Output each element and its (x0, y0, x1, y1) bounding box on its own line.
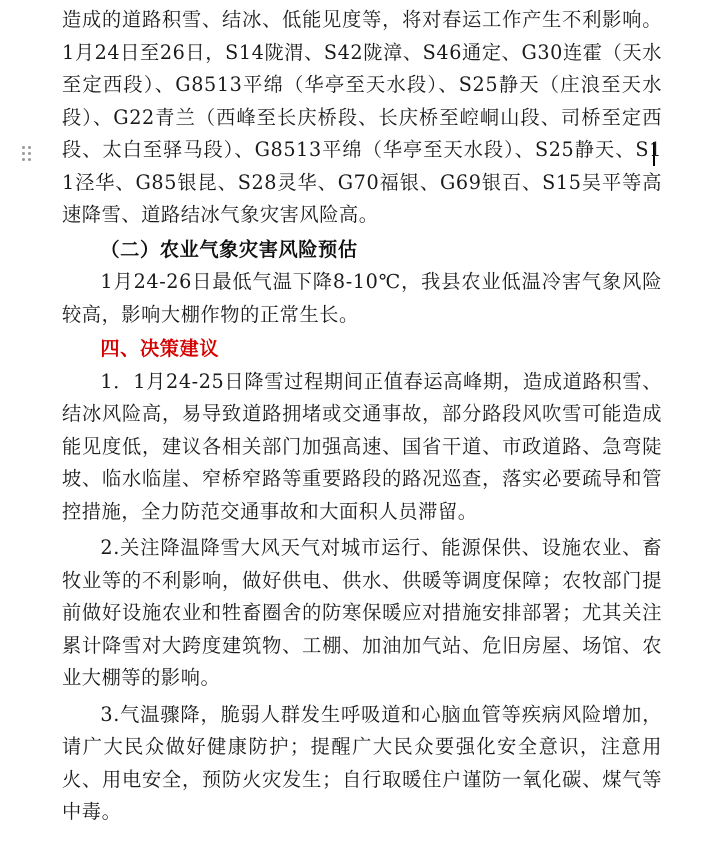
document-body[interactable] (62, 4, 662, 829)
heading-decision-advice: 四、决策建议 (100, 337, 220, 360)
paragraph-road-risk: 造成的道路积雪、结冰、低能见度等，将对春运工作产生不利影响。1月24日至26日，S14陇渭、S42陇漳、S46通定、G30连霍（天水至定西段）、G8513平绵（华亭至天水段）、S25静天（庄浪至天水段）、G22青兰（西峰至长庆桥段、长庆桥至崆峒山段、司桥至定西段、太白至驿马段）、G8513平绵（华亭至天水段）、S25静天、S11泾华、G85银昆、S28灵华、G70福银、G69银百、S15吴平等高速降雪、道路结冰气象灾害风险高。 (62, 8, 662, 226)
decision-item-1: 1．1月24-25日降雪过程期间正值春运高峰期，造成道路积雪、结冰风险高，易导致道路拥堵或交通事故，部分路段风吹雪可能造成能见度低，建议各相关部门加强高速、国省干道、市政道路、急弯陡坡、临水临崖、窄桥窄路等重要路段的路况巡查，落实必要疏导和管控措施，全力防范交通事故和大面积人员滞留。 (62, 369, 662, 523)
decision-item-3: 3.气温骤降，脆弱人群发生呼吸道和心脑血管等疾病风险增加，请广大民众做好健康防护；提醒广大民众要强化安全意识，注意用火、用电安全，预防火灾发生；自行取暖住户谨防一氧化碳、煤气等中毒。 (62, 702, 662, 823)
heading-agriculture-risk: （二）农业气象灾害风险预估 (100, 237, 358, 261)
paragraph-agriculture-risk: 1月24-26日最低气温下降8-10℃，我县农业低温冷害气象风险较高，影响大棚作物的正常生长。 (62, 270, 662, 326)
drag-handle-icon[interactable] (22, 146, 32, 162)
decision-item-2: 2.关注降温降雪大风天气对城市运行、能源保供、设施农业、畜牧业等的不利影响，做好供电、供水、供暖等调度保障；农牧部门提前做好设施农业和牲畜圈舍的防寒保暖应对措施安排部署；尤其关注累计降雪对大跨度建筑物、工棚、加油加气站、危旧房屋、场馆、农业大棚等的影响。 (62, 536, 662, 689)
